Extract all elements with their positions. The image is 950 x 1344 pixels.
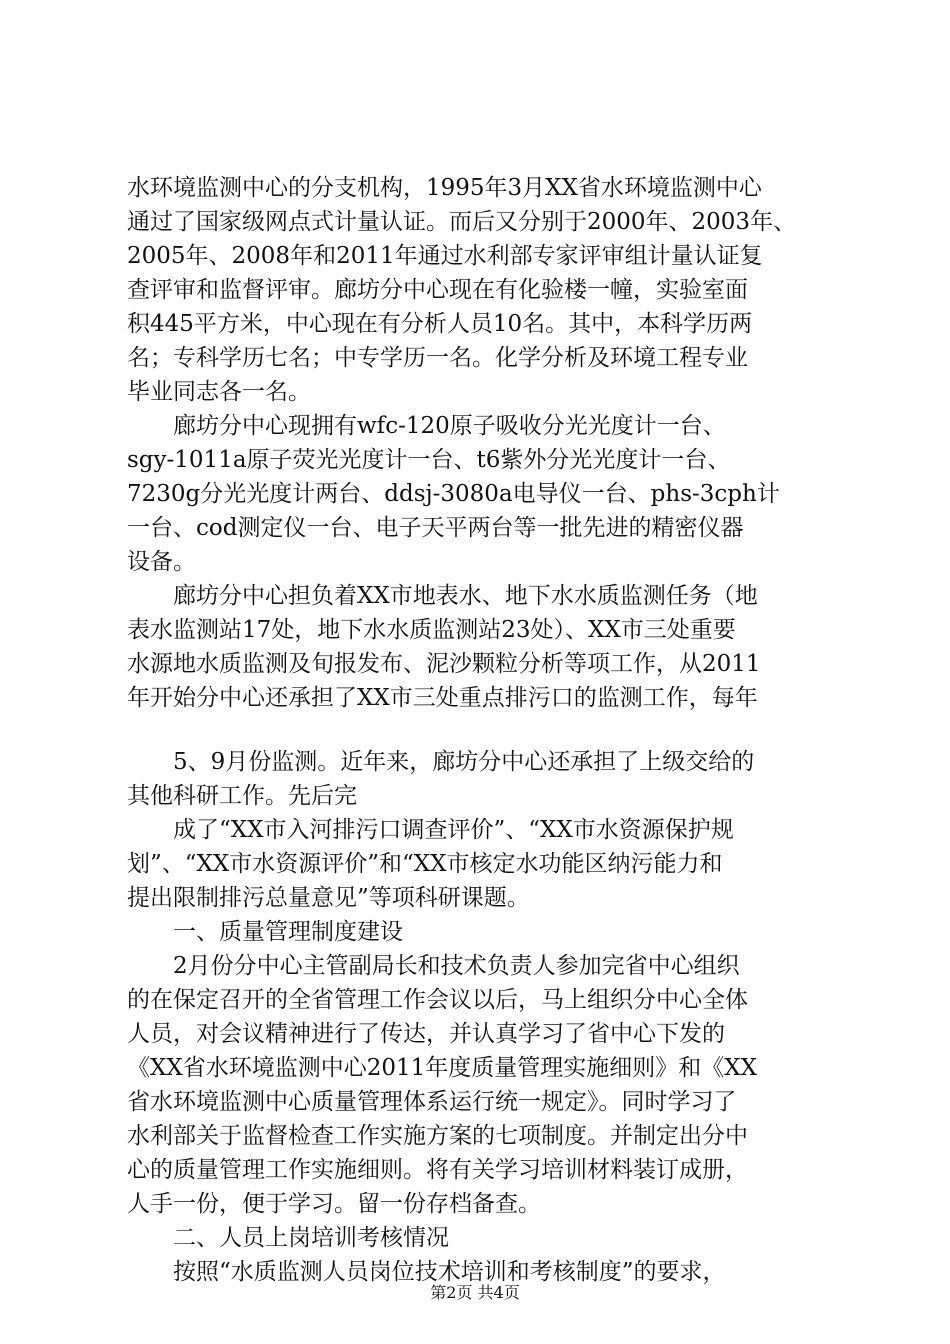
text-line: 水环境监测中心的分支机构，1995年3月XX省水环境监测中心 [127,175,762,201]
text-line: 心的质量管理工作实施细则。将有关学习培训材料装订成册， [127,1157,748,1183]
text-line: 2月份分中心主管副局长和技术负责人参加完省中心组织 [127,953,740,979]
text-line: 人手一份，便于学习。留一份存档备查。 [127,1191,541,1217]
text-line: 毕业同志各一名。 [127,379,311,405]
text-line: 成了“XX市入河排污口调查评价”、“XX市水资源保护规 [127,817,734,843]
text-line: 通过了国家级网点式计量认证。而后又分别于2000年、2003年、 [127,209,797,235]
text-line: 5、9月份监测。近年来，廊坊分中心还承担了上级交给的 [127,749,755,775]
text-line: 2005年、2008年和2011年通过水利部专家评审组计量认证复 [127,243,763,269]
text-line: 查评审和监督评审。廊坊分中心现在有化验楼一幢，实验室面 [127,277,748,303]
section-heading: 二、人员上岗培训考核情况 [127,1225,449,1251]
page-footer: 第2页 共4页 [430,1283,520,1302]
text-line: 廊坊分中心现拥有wfc-120原子吸收分光光度计一台、 [127,413,726,439]
text-line: 《XX省水环境监测中心2011年度质量管理实施细则》和《XX [127,1055,758,1081]
text-line: sgy-1011a原子荧光光度计一台、t6紫外分光光度计一台、 [127,447,731,473]
text-line: 设备。 [127,549,196,575]
text-line: 的在保定召开的全省管理工作会议以后，马上组织分中心全体 [127,987,748,1013]
text-line: 积445平方米，中心现在有分析人员10名。其中，本科学历两 [127,311,753,337]
text-line: 表水监测站17处，地下水水质监测站23处）、XX市三处重要 [127,617,736,643]
text-line: 人员，对会议精神进行了传达，并认真学习了省中心下发的 [127,1021,725,1047]
text-line: 年开始分中心还承担了XX市三处重点排污口的监测工作，每年 [127,685,758,711]
text-line: 其他科研工作。先后完 [127,783,357,809]
section-heading: 一、质量管理制度建设 [127,919,403,945]
text-line: 水源地水质监测及旬报发布、泥沙颗粒分析等项工作，从2011 [127,651,761,677]
text-line: 名；专科学历七名；中专学历一名。化学分析及环境工程专业 [127,345,748,371]
text-line: 省水环境监测中心质量管理体系运行统一规定》。同时学习了 [127,1089,737,1115]
document-body [127,171,837,1289]
text-line: 7230g分光光度计两台、ddsj-3080a电导仪一台、phs-3cph计 [127,481,780,507]
text-line: 廊坊分中心担负着XX市地表水、地下水水质监测任务（地 [127,583,758,609]
text-line: 按照“水质监测人员岗位技术培训和考核制度”的要求， [127,1259,726,1285]
text-line: 划”、“XX市水资源评价”和“XX市核定水功能区纳污能力和 [127,851,723,877]
text-line: 一台、cod测定仪一台、电子天平两台等一批先进的精密仪器 [127,515,744,541]
text-line: 水利部关于监督检查工作实施方案的七项制度。并制定出分中 [127,1123,748,1149]
text-line: 提出限制排污总量意见”等项科研课题。 [127,885,530,911]
